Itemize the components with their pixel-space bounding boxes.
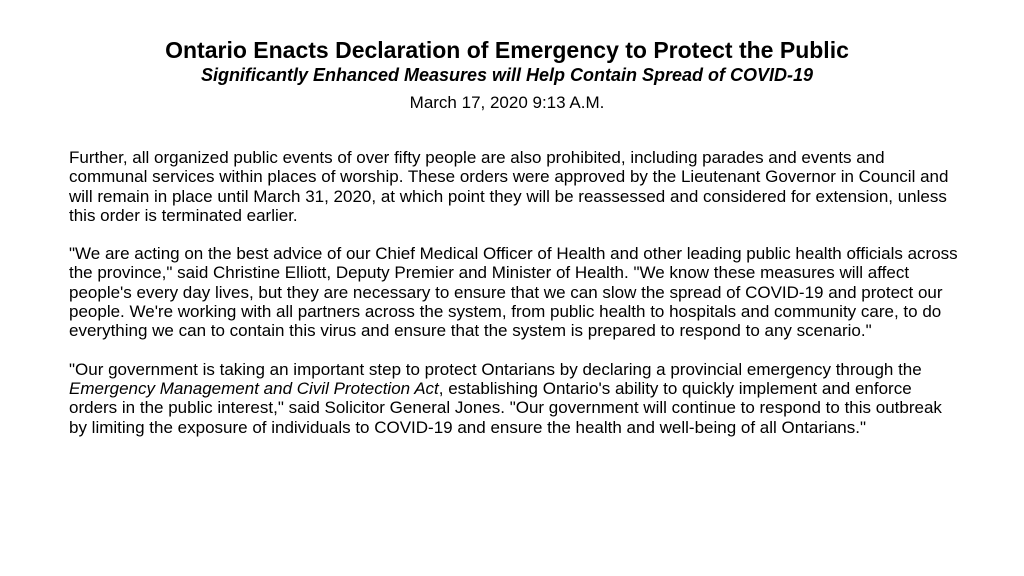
- act-name: Emergency Management and Civil Protection Act: [69, 378, 439, 398]
- paragraph-elliott-quote: "We are acting on the best advice of our Chief Medical Officer of Health and other leading public health officials across the province," said Christine Elliott, Deputy Premier and Minister of Health. "We know these measures will affect people's every day lives, but they are necessary to ensure that we can slow the spread of COVID-19 and protect our people. We're working with all partners across the system, from public health to hospitals and community care, to do everything we can to contain this virus and ensure that the system is prepared to respond to any scenario.": [69, 244, 958, 341]
- paragraph-jones-quote-start: "Our government is taking an important step to protect Ontarians by declaring a provincial emergency through the: [69, 359, 922, 379]
- publish-date: March 17, 2020 9:13 A.M.: [409, 93, 605, 112]
- paragraph-events-prohibited: Further, all organized public events of over fifty people are also prohibited, including parades and events and communal services within places of worship. These orders were approved by the Lieutenant Governor in Council and will remain in place until March 31, 2020, at which point they will be reassessed and considered for extension, unless this order is terminated earlier.: [69, 148, 949, 225]
- page-subtitle: Significantly Enhanced Measures will Help Contain Spread of COVID-19: [200, 65, 814, 85]
- document-header: [0, 36, 1014, 114]
- paragraph-jones-quote: [69, 360, 959, 437]
- paragraph-jones-quote-end: , establishing Ontario's ability to quickly implement and enforce orders in the public interest," said Solicitor General Jones. "Our government will continue to respond to this outbreak by limiting the exposure of individuals to COVID-19 and ensure the health and well-being of all Ontarians.": [69, 378, 942, 437]
- document-body: [69, 148, 959, 456]
- page-title: Ontario Enacts Declaration of Emergency to Protect the Public: [165, 37, 849, 63]
